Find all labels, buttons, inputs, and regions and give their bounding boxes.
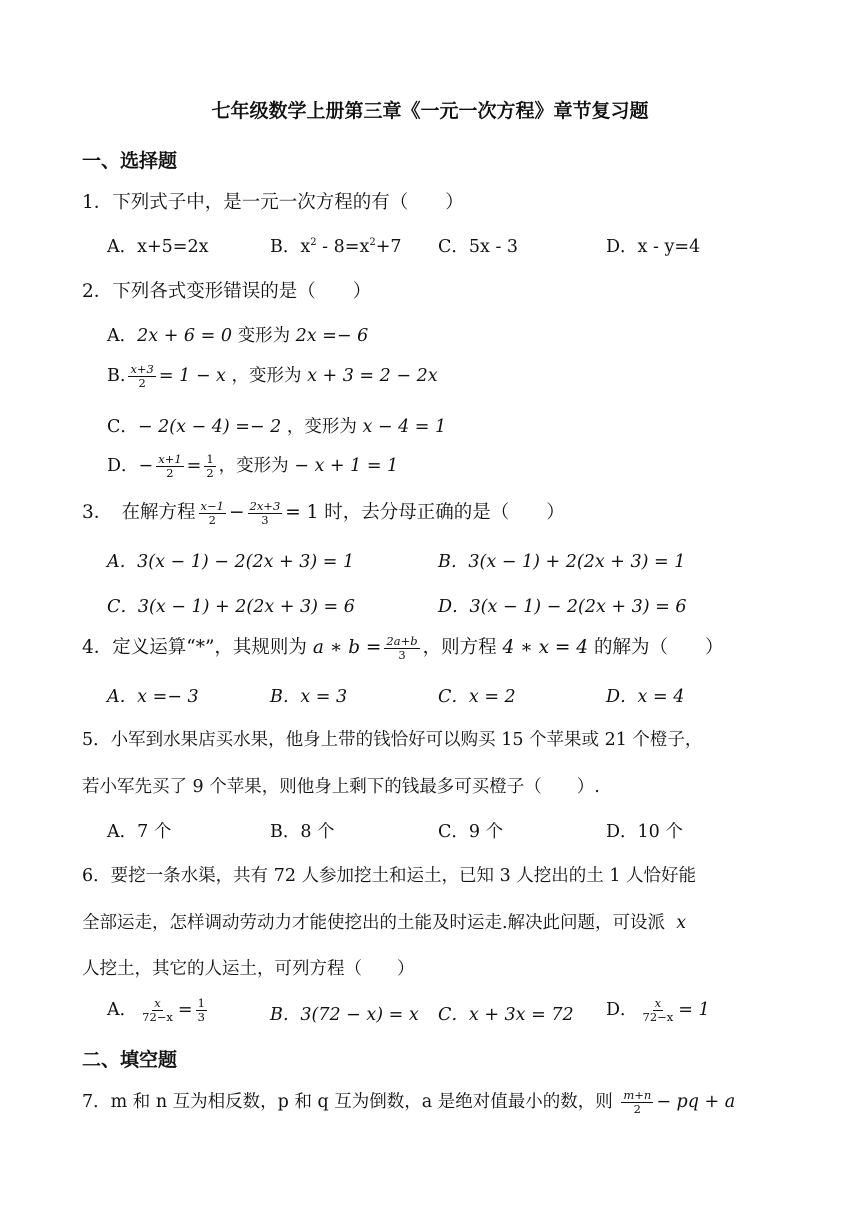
q4-option-b: B．x = 3: [270, 687, 348, 707]
q1-option-a: A．x+5=2x: [107, 237, 209, 257]
question-6-line-3: 人挖土，其它的人运土，可列方程（ ）: [82, 959, 415, 979]
q5-option-c: C．9 个: [438, 822, 504, 842]
question-6-line-1: 6．要挖一条水渠，共有 72 人参加挖土和运土，已知 3 人挖出的土 1 人恰好能: [82, 866, 697, 886]
page-title: 七年级数学上册第三章《一元一次方程》章节复习题: [211, 100, 649, 122]
question-6-line-2: 全部运走，怎样调动劳动力才能使挖出的土能及时运走.解决此问题，可设派 x: [82, 913, 687, 933]
q6-option-a: A． $\frac{x}{72-x}$ = $\frac{1}{3}$: [107, 996, 205, 1024]
q4-option-a: A．x =− 3: [107, 687, 199, 707]
question-5-line-2: 若小军先买了 9 个苹果，则他身上剩下的钱最多可买橙子（ ）.: [82, 777, 600, 797]
q5-option-b: B．8 个: [270, 822, 335, 842]
q3-option-c: C．3(x − 1) + 2(2x + 3) = 6: [107, 597, 355, 617]
q5-option-a: A．7 个: [107, 822, 172, 842]
question-5-line-1: 5．小军到水果店买水果，他身上带的钱恰好可以购买 15 个苹果或 21 个橙子，: [82, 730, 703, 750]
q2-option-d: D．− $\frac{x+1}{2}$ = $\frac{1}{2}$ ，变形为 − x + 1 = 1: [107, 452, 399, 480]
q4-option-c: C．x = 2: [438, 687, 516, 707]
q2-option-b: B. $\frac{x+3}{2}$ = 1 − x ，变形为 x + 3 = 2 − 2x: [107, 362, 438, 390]
q2-option-c: C．− 2(x − 4) =− 2 ，变形为 x − 4 = 1: [107, 417, 447, 437]
question-1-stem: 1．下列式子中，是一元一次方程的有（ ）: [82, 192, 464, 213]
q4-option-d: D．x = 4: [606, 687, 685, 707]
question-2-stem: 2．下列各式变形错误的是（ ）: [82, 281, 372, 302]
q2-option-a: A．2x + 6 = 0 变形为 2x =− 6: [107, 326, 369, 346]
question-7-stem: 7．m 和 n 互为相反数，p 和 q 互为倒数，a 是绝对值最小的数，则 $\frac{m+n}{2}$ − pq + a: [82, 1088, 736, 1116]
q6-option-c: C．x + 3x = 72: [438, 1005, 574, 1025]
q3-option-b: B．3(x − 1) + 2(2x + 3) = 1: [438, 552, 686, 572]
section-heading-fill-in: 二、填空题: [82, 1049, 178, 1071]
q1-option-c: C．5x - 3: [438, 237, 519, 257]
question-4-stem: 4．定义运算“*”，其规则为 a ∗ b = $\frac{2a+b}{3}$ ，则方程 4 ∗ x = 4 的解为（ ）: [82, 633, 724, 662]
q6-option-b: B．3(72 − x) = x: [270, 1005, 419, 1025]
q6-option-d: D． $\frac{x}{72-x}$ = 1: [606, 996, 710, 1024]
q1-option-b: B．$x^2 - 8=x^2+7$: [270, 237, 402, 257]
q3-option-a: A．3(x − 1) − 2(2x + 3) = 1: [107, 552, 355, 572]
q5-option-d: D．10 个: [606, 822, 683, 842]
question-3-stem: 3． 在解方程 $\frac{x-1}{2}$ − $\frac{2x+3}{3}$ = 1 时，去分母正确的是（ ）: [82, 498, 565, 527]
q1-option-d: D．x - y=4: [606, 237, 701, 257]
section-heading-choice: 一、选择题: [82, 150, 178, 172]
q3-option-d: D．3(x − 1) − 2(2x + 3) = 6: [438, 597, 687, 617]
